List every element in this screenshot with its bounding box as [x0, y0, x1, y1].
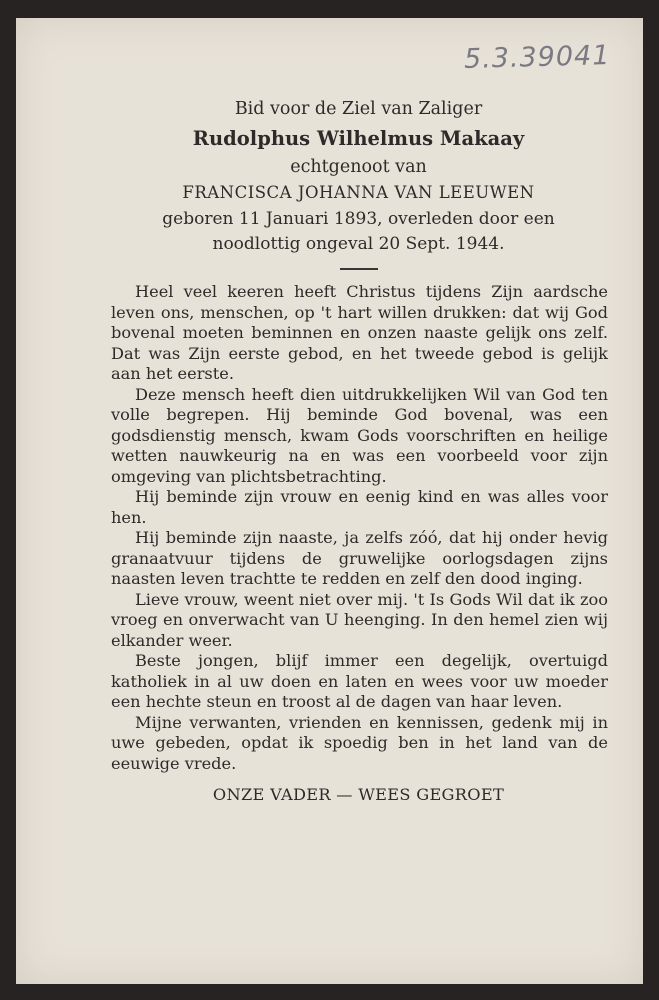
- paragraph: Hij beminde zijn naaste, ja zelfs zóó, dat hij onder hevig granaatvuur tijdens de gruwelijke oorlogsdagen zijns naasten leven trachtte te redden en zelf den dood inging.: [111, 528, 608, 588]
- spouse-name: FRANCISCA JOHANNA VAN LEEUWEN: [182, 183, 535, 202]
- memorial-card: [16, 18, 643, 984]
- divider-rule: [340, 268, 378, 270]
- dates-line-2: noodlottig ongeval 20 Sept. 1944.: [212, 234, 505, 254]
- relation-line: echtgenoot van: [290, 157, 427, 177]
- prayer-line: Bid voor de Ziel van Zaliger: [234, 99, 483, 119]
- paragraph: Deze mensch heeft dien uitdrukkelijken Wil van God ten volle begrepen. Hij beminde God bovenal, was een godsdienstig mensch, kwam Gods voorschriften en heilige wetten nauwkeurig na en was een voorbeeld voor zijn omgeving van plichtsbetrachting.: [111, 384, 608, 486]
- card-content: [111, 96, 606, 806]
- deceased-name: Rudolphus Wilhelmus Makaay: [192, 127, 525, 150]
- paragraph: Hij beminde zijn vrouw en eenig kind en was alles voor hen.: [111, 487, 608, 527]
- paragraph: Beste jongen, blijf immer een degelijk, overtuigd katholiek in al uw doen en laten en wees voor uw moeder een hechte steun en troost al de dagen van haar leven.: [111, 651, 608, 711]
- handwritten-accession-number: 5.3.39041: [463, 40, 611, 75]
- paragraph: Mijne verwanten, vrienden en kennissen, gedenk mij in uwe gebeden, opdat ik spoedig ben in het land van de eeuwige vrede.: [111, 712, 608, 773]
- memorial-text: [111, 282, 608, 774]
- closing-prayers: ONZE VADER — WEES GEGROET: [212, 785, 505, 804]
- paragraph: Heel veel keeren heeft Christus tijdens Zijn aardsche leven ons, menschen, op 't hart willen drukken: dat wij God bovenal moeten beminnen en onzen naaste gelijk ons zelf. Dat was Zijn eerste gebod, en het tweede gebod is gelijk aan het eerste.: [111, 282, 608, 383]
- dates-line-1: geboren 11 Januari 1893, overleden door een: [162, 209, 555, 229]
- paragraph: Lieve vrouw, weent niet over mij. 't Is Gods Wil dat ik zoo vroeg en onverwacht van U heenging. In den hemel zien wij elkander weer.: [111, 589, 608, 650]
